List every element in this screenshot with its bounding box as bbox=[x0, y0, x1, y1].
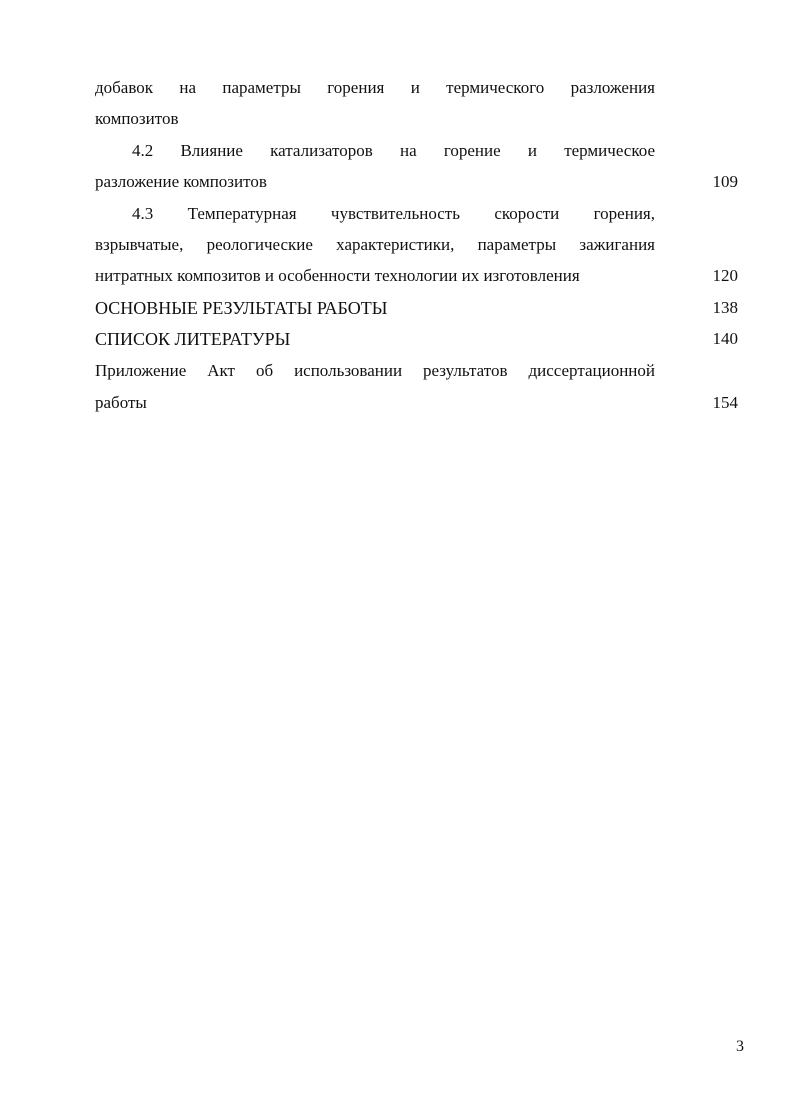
toc-section-heading: ОСНОВНЫЕ РЕЗУЛЬТАТЫ РАБОТЫ bbox=[95, 298, 388, 318]
toc-entry-text-line: 4.2 Влияние катализаторов на горение и термическое bbox=[132, 141, 655, 160]
toc-section-heading: СПИСОК ЛИТЕРАТУРЫ bbox=[95, 329, 291, 349]
toc-entry-text-line: Приложение Акт об использовании результатов диссертационной bbox=[95, 361, 655, 380]
toc-entry-text-line: разложение композитов bbox=[95, 172, 267, 191]
toc-entry-text-line: 4.3 Температурная чувствительность скорости горения, bbox=[132, 204, 655, 223]
toc-page-number: 154 bbox=[712, 393, 738, 412]
toc-entry-text-line: нитратных композитов и особенности технологии их изготовления bbox=[95, 266, 580, 285]
toc-page-number: 140 bbox=[712, 329, 738, 348]
toc-entry-text-line: композитов bbox=[95, 109, 179, 128]
toc-page-number: 109 bbox=[712, 172, 738, 191]
toc-entry-text-line: взрывчатые, реологические характеристики, параметры зажигания bbox=[95, 235, 655, 254]
toc-entry-text-line: добавок на параметры горения и термического разложения bbox=[95, 78, 655, 97]
page-number: 3 bbox=[736, 1038, 744, 1055]
toc-page-number: 120 bbox=[712, 266, 738, 285]
toc-entry-text-line: работы bbox=[95, 393, 147, 412]
toc-page-number: 138 bbox=[712, 298, 738, 317]
